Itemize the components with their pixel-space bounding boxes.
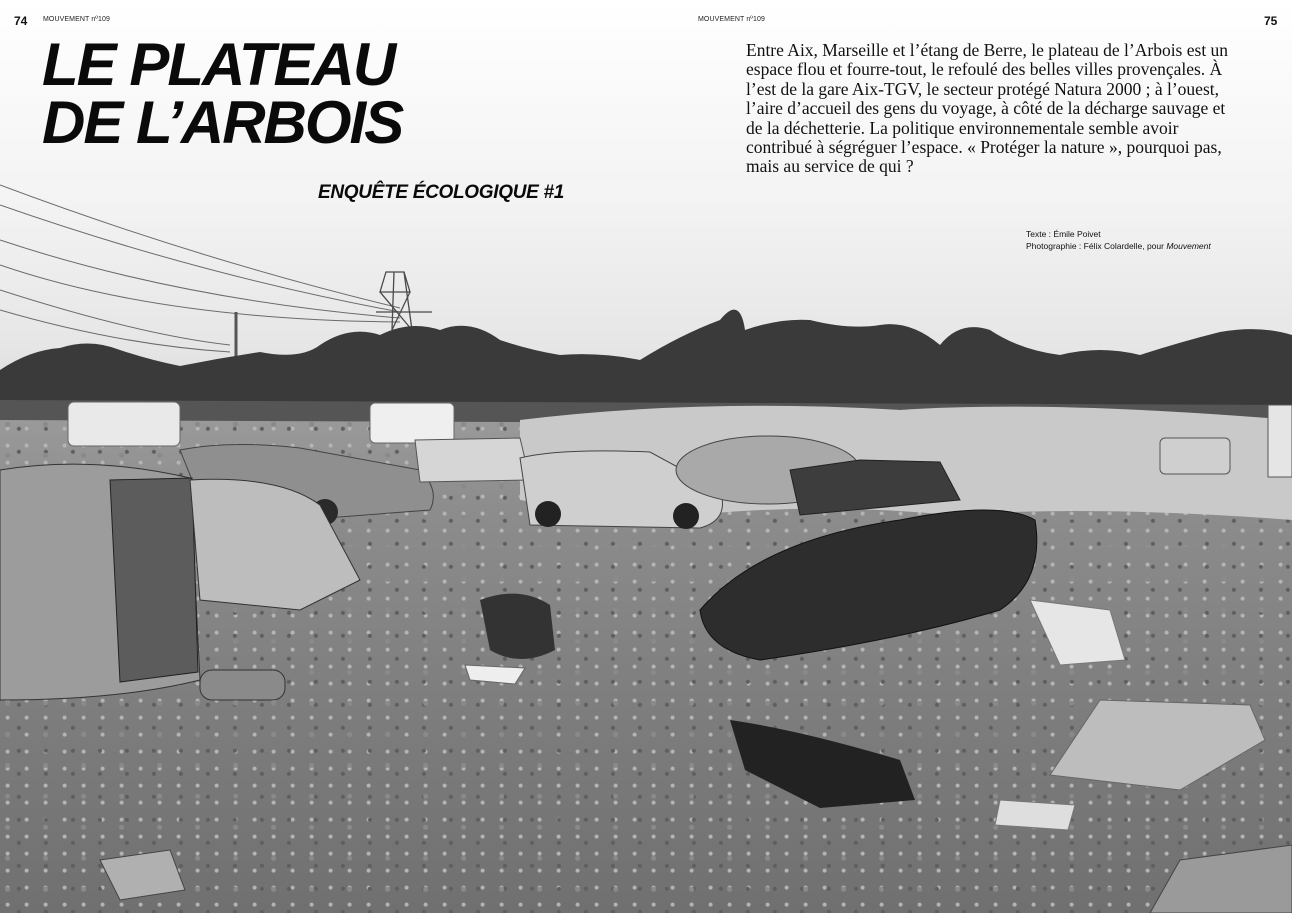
article-standfirst: Entre Aix, Marseille et l’étang de Berre, le plateau de l’Arbois est un espace flou et fourre-tout, le refoulé des belles villes provençales. À l’est de la gare Aix-TGV, le secteur protégé Natura 2000 ; à l’ouest, l’aire d’accueil des gens du voyage, à côté de la décharge sauvage et de la déchetterie. La politique environnementale semble avoir contribué à ségréguer l’espace. « Protéger la nature », pourquoi pas, mais au service de qui ? bbox=[746, 40, 1229, 177]
right-running-header: MOUVEMENT nº109 bbox=[698, 16, 765, 23]
title-line-2: DE L’ARBOIS bbox=[42, 89, 403, 156]
photo-credit-publication: Mouvement bbox=[1166, 241, 1211, 251]
photo-credit bbox=[1026, 240, 1211, 252]
photo-credit-prefix: Photographie : Félix Colardelle, pour bbox=[1026, 241, 1167, 251]
right-page-number: 75 bbox=[1264, 14, 1278, 28]
title-line-1: LE PLATEAU bbox=[42, 31, 395, 98]
left-page-number: 74 bbox=[14, 14, 28, 28]
left-running-header: MOUVEMENT nº109 bbox=[43, 16, 110, 23]
power-lines bbox=[0, 185, 400, 352]
text-credit: Texte : Émile Poivet bbox=[1026, 229, 1101, 239]
article-title bbox=[42, 31, 403, 156]
credits bbox=[1026, 228, 1211, 252]
pylon bbox=[376, 272, 432, 330]
article-kicker: ENQUÊTE ÉCOLOGIQUE #1 bbox=[318, 182, 565, 203]
